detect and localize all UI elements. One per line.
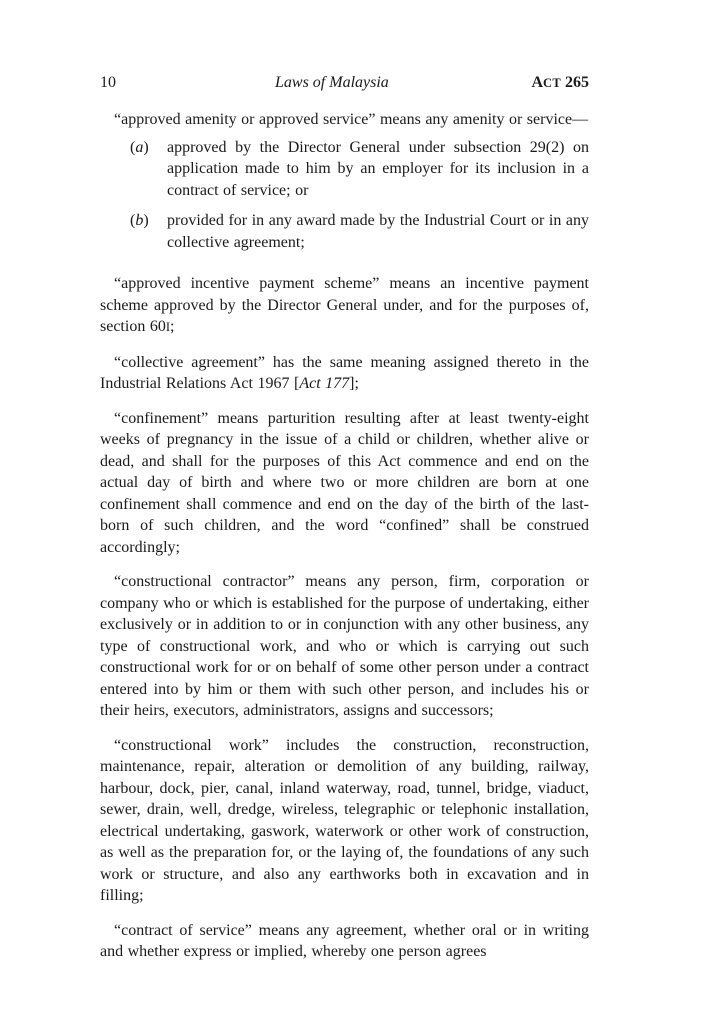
definition-text: “collective agreement” has the same meaning assigned thereto in the Industrial Relations Act 1967 [ xyxy=(100,353,589,392)
running-title: Laws of Malaysia xyxy=(275,74,389,91)
item-label: (a) xyxy=(130,138,149,156)
list-item xyxy=(100,210,589,253)
act-prefix-cap: A xyxy=(531,74,544,91)
definition-confinement: “confinement” means parturition resulting after at least twenty-eight weeks of pregnancy in the issue of a child or children, whether alive or dead, and shall for the purposes of this Act commence and end on the actual day of birth and where two or more children are born at one confinement shall commence and end on the day of the birth of the last-born of such children, and the word “confined” shall be construed accordingly; xyxy=(100,409,589,556)
act-citation: Act 177 xyxy=(299,375,350,392)
item-letter: a xyxy=(135,138,144,156)
section-suffix: I xyxy=(165,320,170,334)
document-body xyxy=(100,109,589,963)
page-header xyxy=(100,72,589,94)
act-number: 265 xyxy=(565,74,589,91)
definition-constructional-contractor: “constructional contractor” means any person, firm, corporation or company who or which is established for the purpose of undertaking, either exclusively or in addition to or in conjunction with any other business, any type of constructional work, and who or which is carrying out such constructional work for or on behalf of some other person under a contract entered into by him or them with such other person, and includes his or their heirs, executors, administrators, assigns and successors; xyxy=(100,573,589,719)
definition-approved-incentive-payment-scheme xyxy=(100,273,589,339)
item-label: (b) xyxy=(130,212,149,229)
definition-approved-amenity: “approved amenity or approved service” means any amenity or service— xyxy=(114,111,589,128)
page-number: 10 xyxy=(100,74,116,91)
definition-collective-agreement xyxy=(100,352,589,395)
definition-constructional-work: “constructional work” includes the construction, reconstruction, maintenance, repair, alteration or demolition of any building, railway, harbour, dock, pier, canal, inland waterway, road, tunnel, bridge, viaduct, sewer, drain, well, dredge, wireless, telegraphic or telephonic installation, electrical undertaking, gaswork, waterwork or other work of construction, as well as the preparation for, or the laying of, the foundations of any such work or structure, and also any earthworks both in excavation and in filling; xyxy=(100,736,589,904)
item-text: approved by the Director General under subsection 29(2) on application made to him by an employer for its inclusion in a contract of service; or xyxy=(167,138,589,199)
definition-contract-of-service: “contract of service” means any agreement, whether oral or in writing and whether express or implied, whereby one person agrees xyxy=(100,921,589,960)
definition-text-end: ; xyxy=(170,318,175,335)
definition-text: “approved incentive payment scheme” means an incentive payment scheme approved by the Director General under, and for the purposes of, section 60 xyxy=(100,275,589,335)
definition-text-end: ]; xyxy=(349,375,359,392)
list-item xyxy=(100,137,589,202)
act-reference xyxy=(531,72,589,94)
document-page xyxy=(100,72,589,976)
act-prefix-small: CT xyxy=(543,76,561,90)
item-letter: b xyxy=(135,212,144,229)
item-text: provided for in any award made by the Industrial Court or in any collective agreement; xyxy=(167,212,589,251)
